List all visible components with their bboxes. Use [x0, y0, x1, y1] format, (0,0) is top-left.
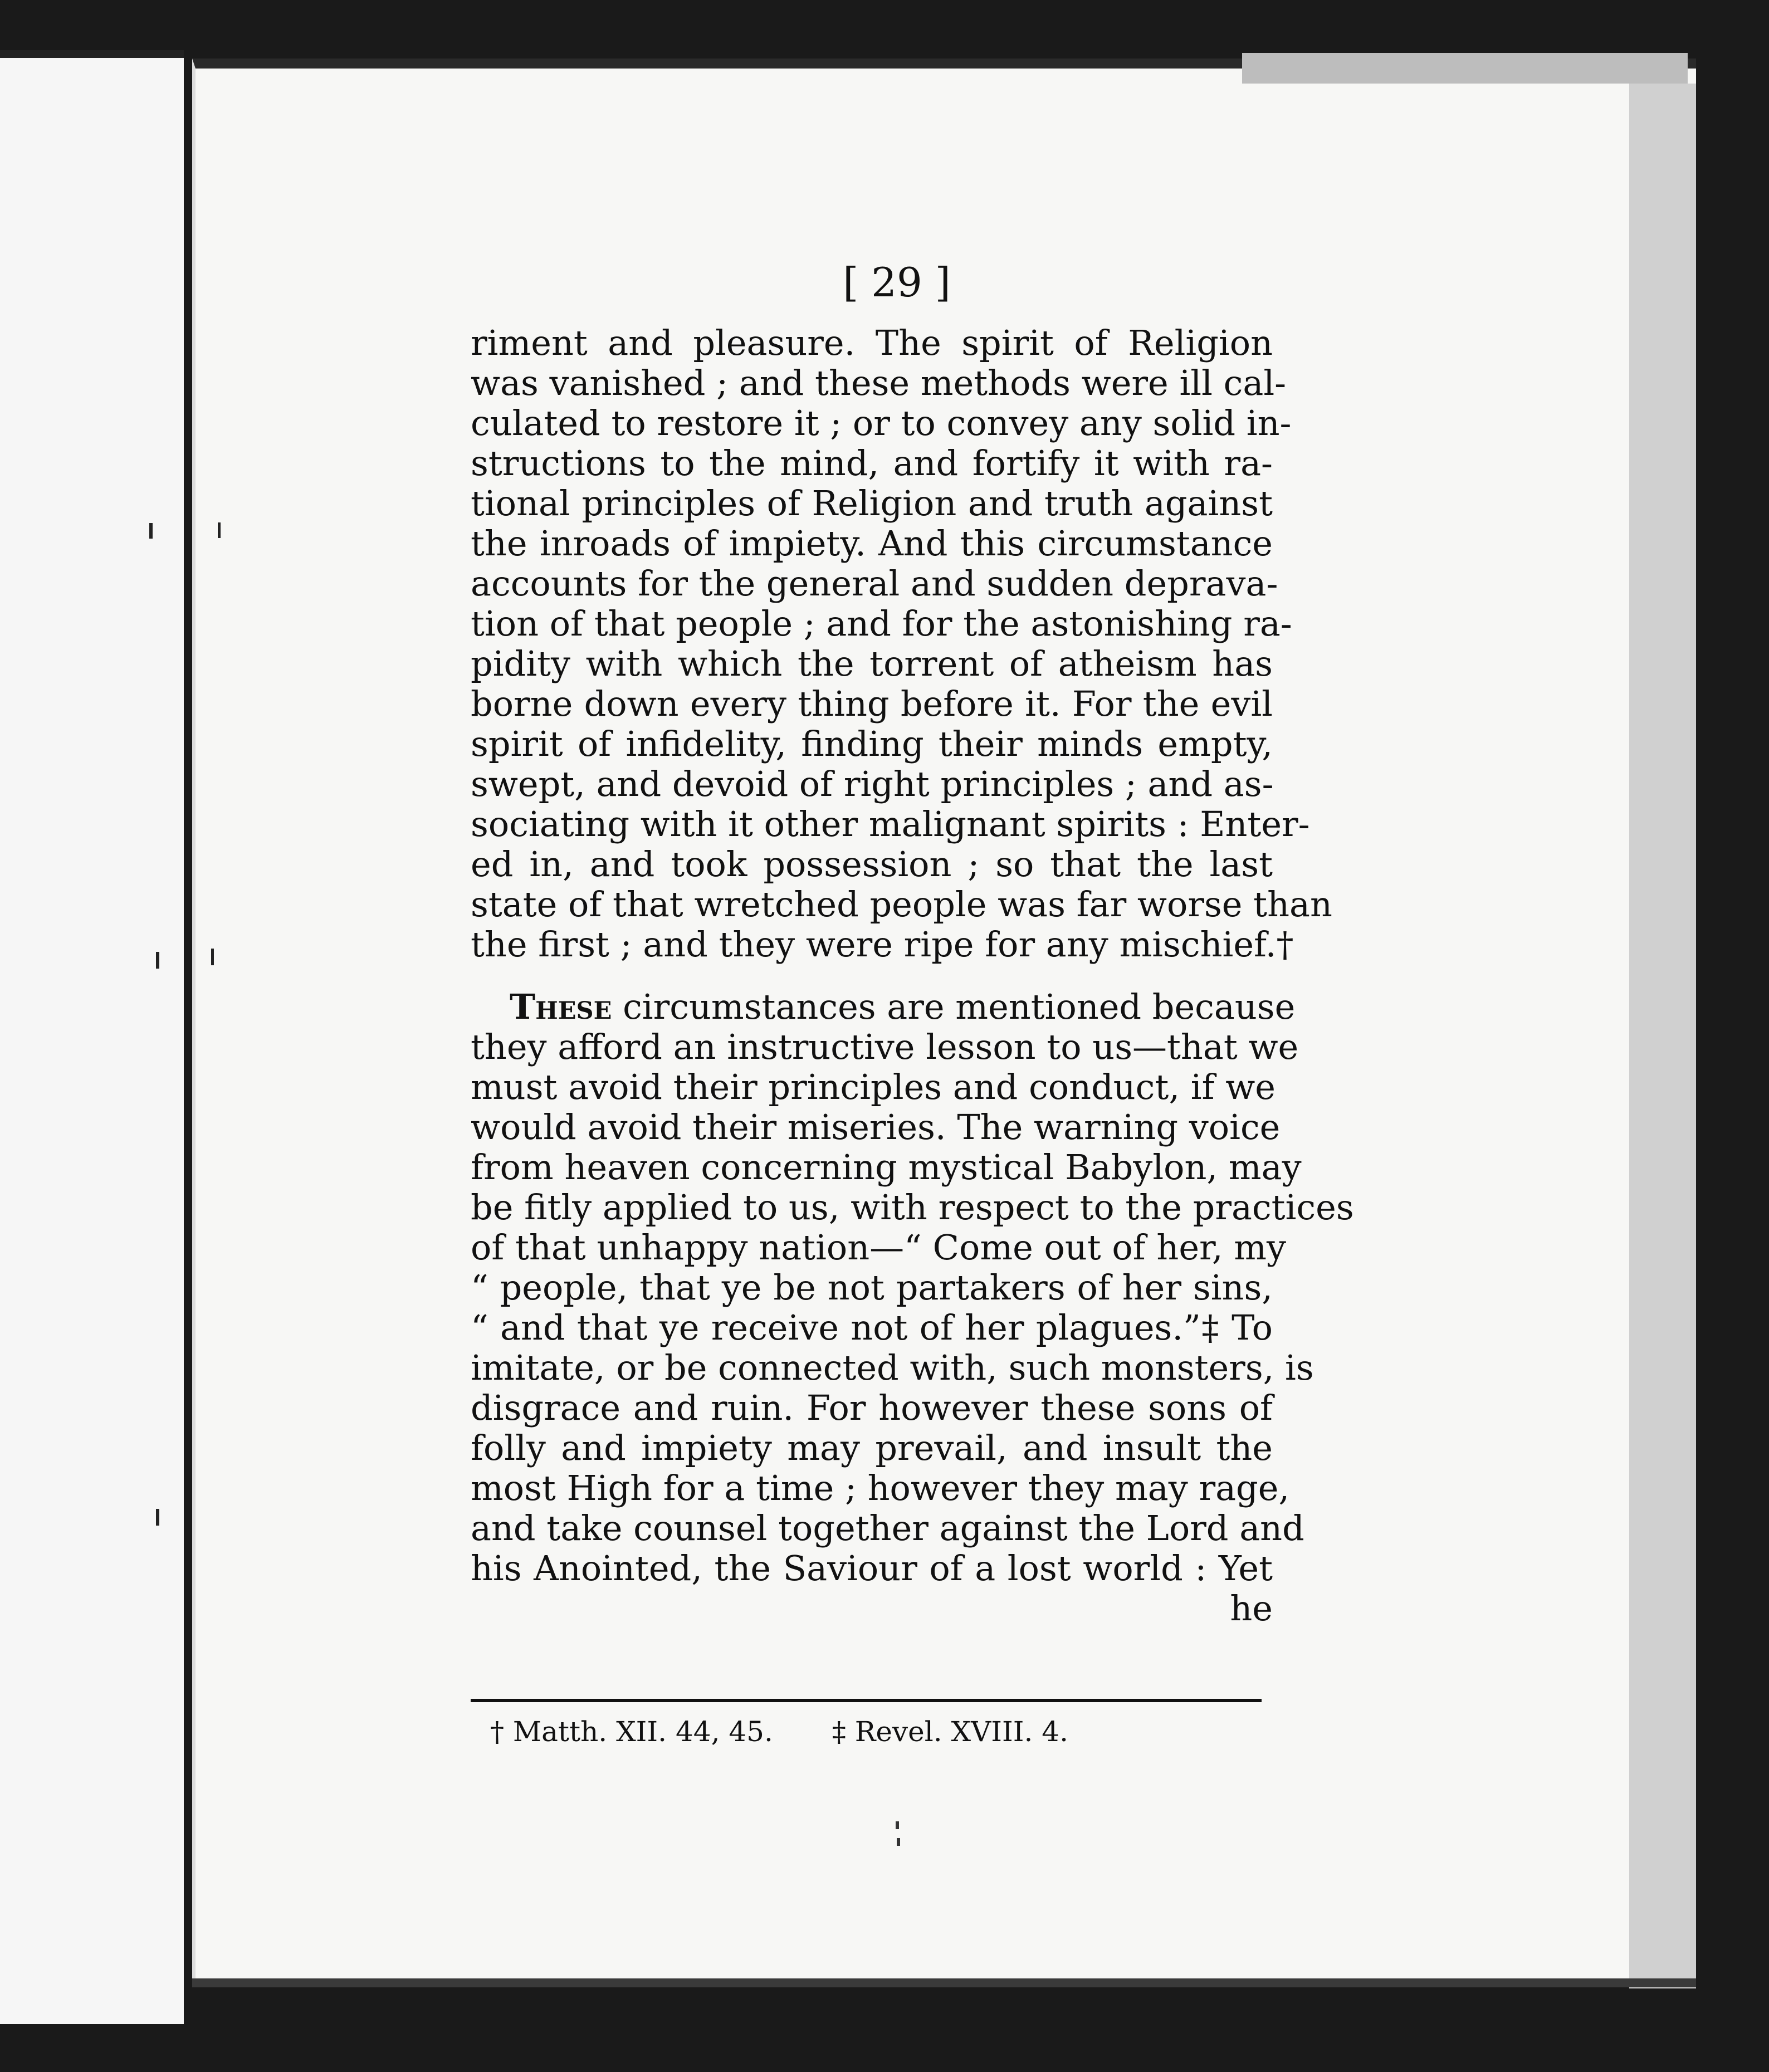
footnotes: [490, 1716, 1270, 1748]
margin-mark: [156, 1509, 159, 1526]
page-bottom-edge: [192, 1978, 1696, 1987]
lead-word: These: [510, 986, 612, 1027]
facing-page-edge: [0, 50, 184, 2024]
text-line: tion of that people ; and for the astonishing ra-: [471, 603, 1292, 644]
margin-mark: [218, 522, 221, 538]
footnote-rule: [471, 1699, 1262, 1702]
text-line: accounts for the general and sudden deprava-: [471, 563, 1278, 604]
text-line: the first ; and they were ripe for any mischief.†: [471, 924, 1294, 965]
text-line: borne down every thing before it. For the evil: [471, 683, 1273, 724]
catchword: he: [1230, 1588, 1273, 1629]
text-line: swept, and devoid of right principles ; and as-: [471, 764, 1274, 804]
paragraph-1: [471, 322, 1332, 965]
text-line: ed in, and took possession ; so that the last: [471, 844, 1273, 884]
text-line: culated to restore it ; or to convey any solid in-: [471, 403, 1292, 443]
footnote: ‡ Revel. XVIII. 4.: [832, 1716, 1068, 1748]
ink-speck: [896, 1821, 899, 1829]
text-line: his Anointed, the Saviour of a lost world : Yet: [471, 1548, 1273, 1589]
text-run: circumstances are mentioned because: [612, 986, 1296, 1027]
text-line: would avoid their miseries. The warning voice: [471, 1107, 1281, 1147]
text-line: be fitly applied to us, with respect to the practices: [471, 1187, 1354, 1228]
text-line: sociating with it other malignant spirits : Enter-: [471, 804, 1310, 844]
text-line: the inroads of impiety. And this circumstance: [471, 523, 1273, 564]
text-line: structions to the mind, and fortify it with ra-: [471, 443, 1273, 483]
text-line: and take counsel together against the Lord and: [471, 1508, 1304, 1548]
text-line: tional principles of Religion and truth against: [471, 483, 1273, 524]
margin-mark: [156, 952, 159, 969]
text-line: spirit of infidelity, finding their minds empty,: [471, 724, 1273, 764]
text-line: [471, 986, 1296, 1027]
text-line: folly and impiety may prevail, and insult the: [471, 1428, 1273, 1468]
page-number: [ 29 ]: [843, 259, 951, 306]
text-line: riment and pleasure. The spirit of Religion: [471, 322, 1273, 363]
text-line: was vanished ; and these methods were ill cal-: [471, 363, 1287, 403]
footnote: † Matth. XII. 44, 45.: [490, 1716, 773, 1748]
text-line: state of that wretched people was far worse than: [471, 884, 1332, 925]
body-text: [471, 322, 1354, 1629]
text-line: they afford an instructive lesson to us—that we: [471, 1027, 1299, 1067]
margin-mark: [149, 523, 153, 539]
page-right-shadow: [1629, 84, 1696, 1988]
text-line: imitate, or be connected with, such monsters, is: [471, 1347, 1314, 1388]
text-line: of that unhappy nation—“ Come out of her, my: [471, 1227, 1287, 1268]
margin-mark: [211, 949, 214, 965]
ink-speck: [897, 1838, 900, 1846]
paragraph-2: [471, 986, 1354, 1629]
text-line: disgrace and ruin. For however these sons of: [471, 1387, 1273, 1428]
text-line: from heaven concerning mystical Babylon, may: [471, 1147, 1302, 1188]
text-line: must avoid their principles and conduct, if we: [471, 1067, 1276, 1107]
page-edge-shadow: [1242, 53, 1688, 84]
text-line: pidity with which the torrent of atheism has: [471, 643, 1273, 684]
text-line: “ and that ye receive not of her plagues.”‡ To: [471, 1307, 1273, 1348]
text-line: most High for a time ; however they may rage,: [471, 1468, 1290, 1508]
text-line: “ people, that ye be not partakers of her sins,: [471, 1267, 1273, 1308]
